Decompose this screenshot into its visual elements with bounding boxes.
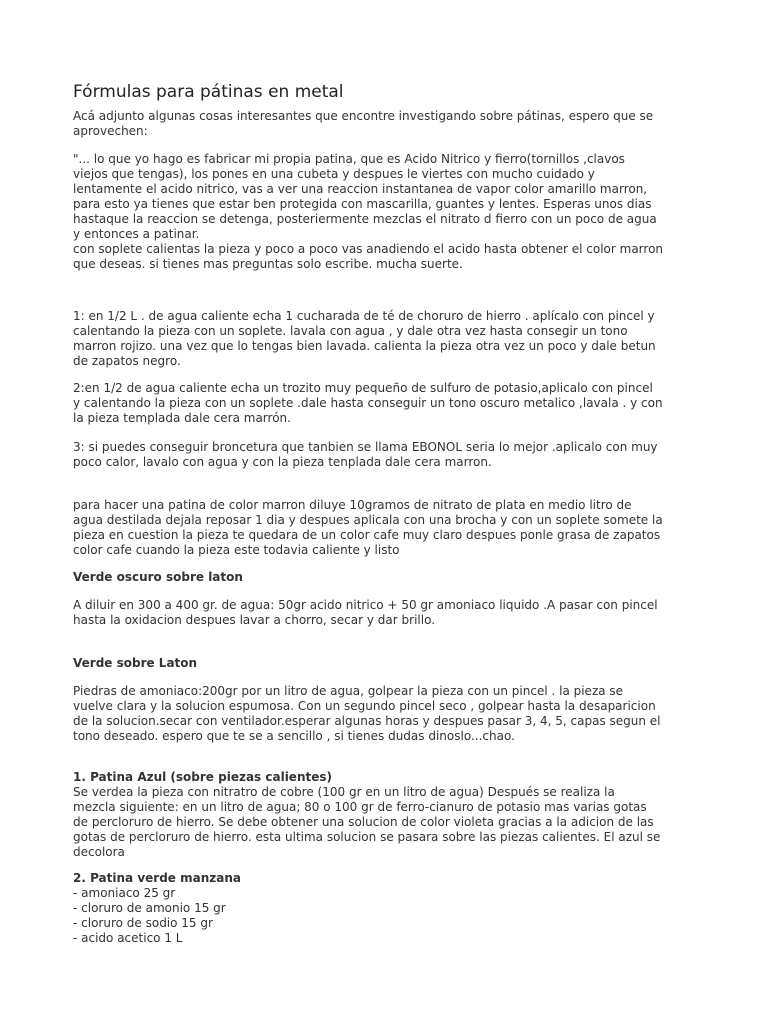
list-item: - amoniaco 25 gr: [73, 886, 176, 900]
text-line: la pieza templada dale cera marrón.: [73, 411, 291, 425]
quote-paragraph: [73, 152, 713, 272]
text-line: tono deseado. espero que te se a sencillo , si tienes dudas dinoslo...chao.: [73, 729, 515, 743]
text-line: Piedras de amoniaco:200gr por un litro de agua, golpear la pieza con un pincel . la pieza se: [73, 684, 624, 698]
section-heading-verde-manzana: 2. Patina verde manzana: [73, 871, 241, 885]
intro-paragraph: [73, 109, 713, 139]
text-line: mezcla siguiente: en un litro de agua; 80 o 100 gr de ferro-cianuro de potasio mas varias gotas: [73, 800, 647, 814]
recipe-1-paragraph: [73, 309, 713, 369]
brown-patina-paragraph: [73, 498, 713, 558]
text-line: calentando la pieza con un soplete. lavala con agua , y dale otra vez hasta consegir un tono: [73, 324, 628, 338]
text-line: y entonces a patinar.: [73, 227, 200, 241]
text-line: 1: en 1/2 L . de agua caliente echa 1 cucharada de té de choruro de hierro . aplícalo con pincel y: [73, 309, 655, 323]
verde-laton-paragraph: [73, 684, 713, 744]
text-line: que deseas. si tienes mas preguntas solo escribe. mucha suerte.: [73, 257, 463, 271]
text-line: color cafe cuando la pieza este todavia caliente y listo: [73, 543, 400, 557]
text-line: 3: si puedes conseguir broncetura que tanbien se llama EBONOL seria lo mejor .aplicalo con muy: [73, 440, 658, 454]
text-line: gotas de percloruro de hierro. esta ultima solucion se pasara sobre las piezas calientes. El azul se: [73, 830, 661, 844]
text-line: para hacer una patina de color marron diluye 10gramos de nitrato de plata en medio litro de: [73, 498, 632, 512]
text-line: decolora: [73, 845, 125, 859]
text-line: hastaque la reaccion se detenga, posteriermente mezclas el nitrato d fierro con un poco de agua: [73, 212, 657, 226]
text-line: 2:en 1/2 de agua caliente echa un trozito muy pequeño de sulfuro de potasio,aplicalo con pincel: [73, 381, 653, 395]
text-line: para esto ya tienes que estar ben protegida con mascarilla, guantes y lentes. Esperas unos dias: [73, 197, 652, 211]
list-item: - cloruro de amonio 15 gr: [73, 901, 226, 915]
text-line: hasta la oxidacion despues lavar a chorro, secar y dar brillo.: [73, 613, 436, 627]
text-line: de la solucion.secar con ventilador.esperar algunas horas y despues pasar 3, 4, 5, capas segun el: [73, 714, 661, 728]
list-item: - cloruro de sodio 15 gr: [73, 916, 213, 930]
section-heading-verde-oscuro: Verde oscuro sobre laton: [73, 570, 243, 584]
text-line: con soplete calientas la pieza y poco a poco vas anadiendo el acido hasta obtener el color marron: [73, 242, 664, 256]
text-line: poco calor, lavalo con agua y con la pieza tenplada dale cera marron.: [73, 455, 492, 469]
text-line: A diluir en 300 a 400 gr. de agua: 50gr acido nitrico + 50 gr amoniaco liquido .A pasar con pincel: [73, 598, 658, 612]
text-line: viejos que tengas), los pones en una cubeta y despues le viertes con mucho cuidado y: [73, 167, 595, 181]
text-line: pieza en cuestion la pieza te quedara de un color cafe muy claro despues ponle grasa de zapatos: [73, 528, 661, 542]
patina-azul-paragraph: [73, 785, 713, 860]
recipe-3-paragraph: [73, 440, 713, 470]
recipe-2-paragraph: [73, 381, 713, 426]
text-line: lentamente el acido nitrico, vas a ver una reaccion instantanea de vapor color amarillo marron,: [73, 182, 648, 196]
text-line: "... lo que yo hago es fabricar mi propia patina, que es Acido Nitrico y fierro(tornillos ,clavos: [73, 152, 625, 166]
text-line: de percloruro de hierro. Se debe obtener una solucion de color violeta gracias a la adicion de las: [73, 815, 654, 829]
text-line: Se verdea la pieza con nitratro de cobre (100 gr en un litro de agua) Después se realiza la: [73, 785, 615, 799]
text-line: marron rojizo. una vez que lo tengas bien lavada. calienta la pieza otra vez un poco y dale betun: [73, 339, 656, 353]
text-line: aprovechen:: [73, 124, 148, 138]
page-title: Fórmulas para pátinas en metal: [73, 82, 344, 102]
text-line: y calentando la pieza con un soplete .dale hasta conseguir un tono oscuro metalico ,lavala . y con: [73, 396, 663, 410]
section-heading-patina-azul: 1. Patina Azul (sobre piezas calientes): [73, 770, 332, 784]
text-line: agua destilada dejala reposar 1 dia y despues aplicala con una brocha y con un soplete somete la: [73, 513, 663, 527]
verde-oscuro-paragraph: [73, 598, 713, 628]
verde-manzana-list: [73, 886, 713, 946]
text-line: de zapatos negro.: [73, 354, 181, 368]
text-line: vuelve clara y la solucion espumosa. Con un segundo pincel seco , golpear hasta la desaparicion: [73, 699, 656, 713]
section-heading-verde-laton: Verde sobre Laton: [73, 656, 198, 670]
text-line: Acá adjunto algunas cosas interesantes que encontre investigando sobre pátinas, espero que se: [73, 109, 654, 123]
list-item: - acido acetico 1 L: [73, 931, 183, 945]
